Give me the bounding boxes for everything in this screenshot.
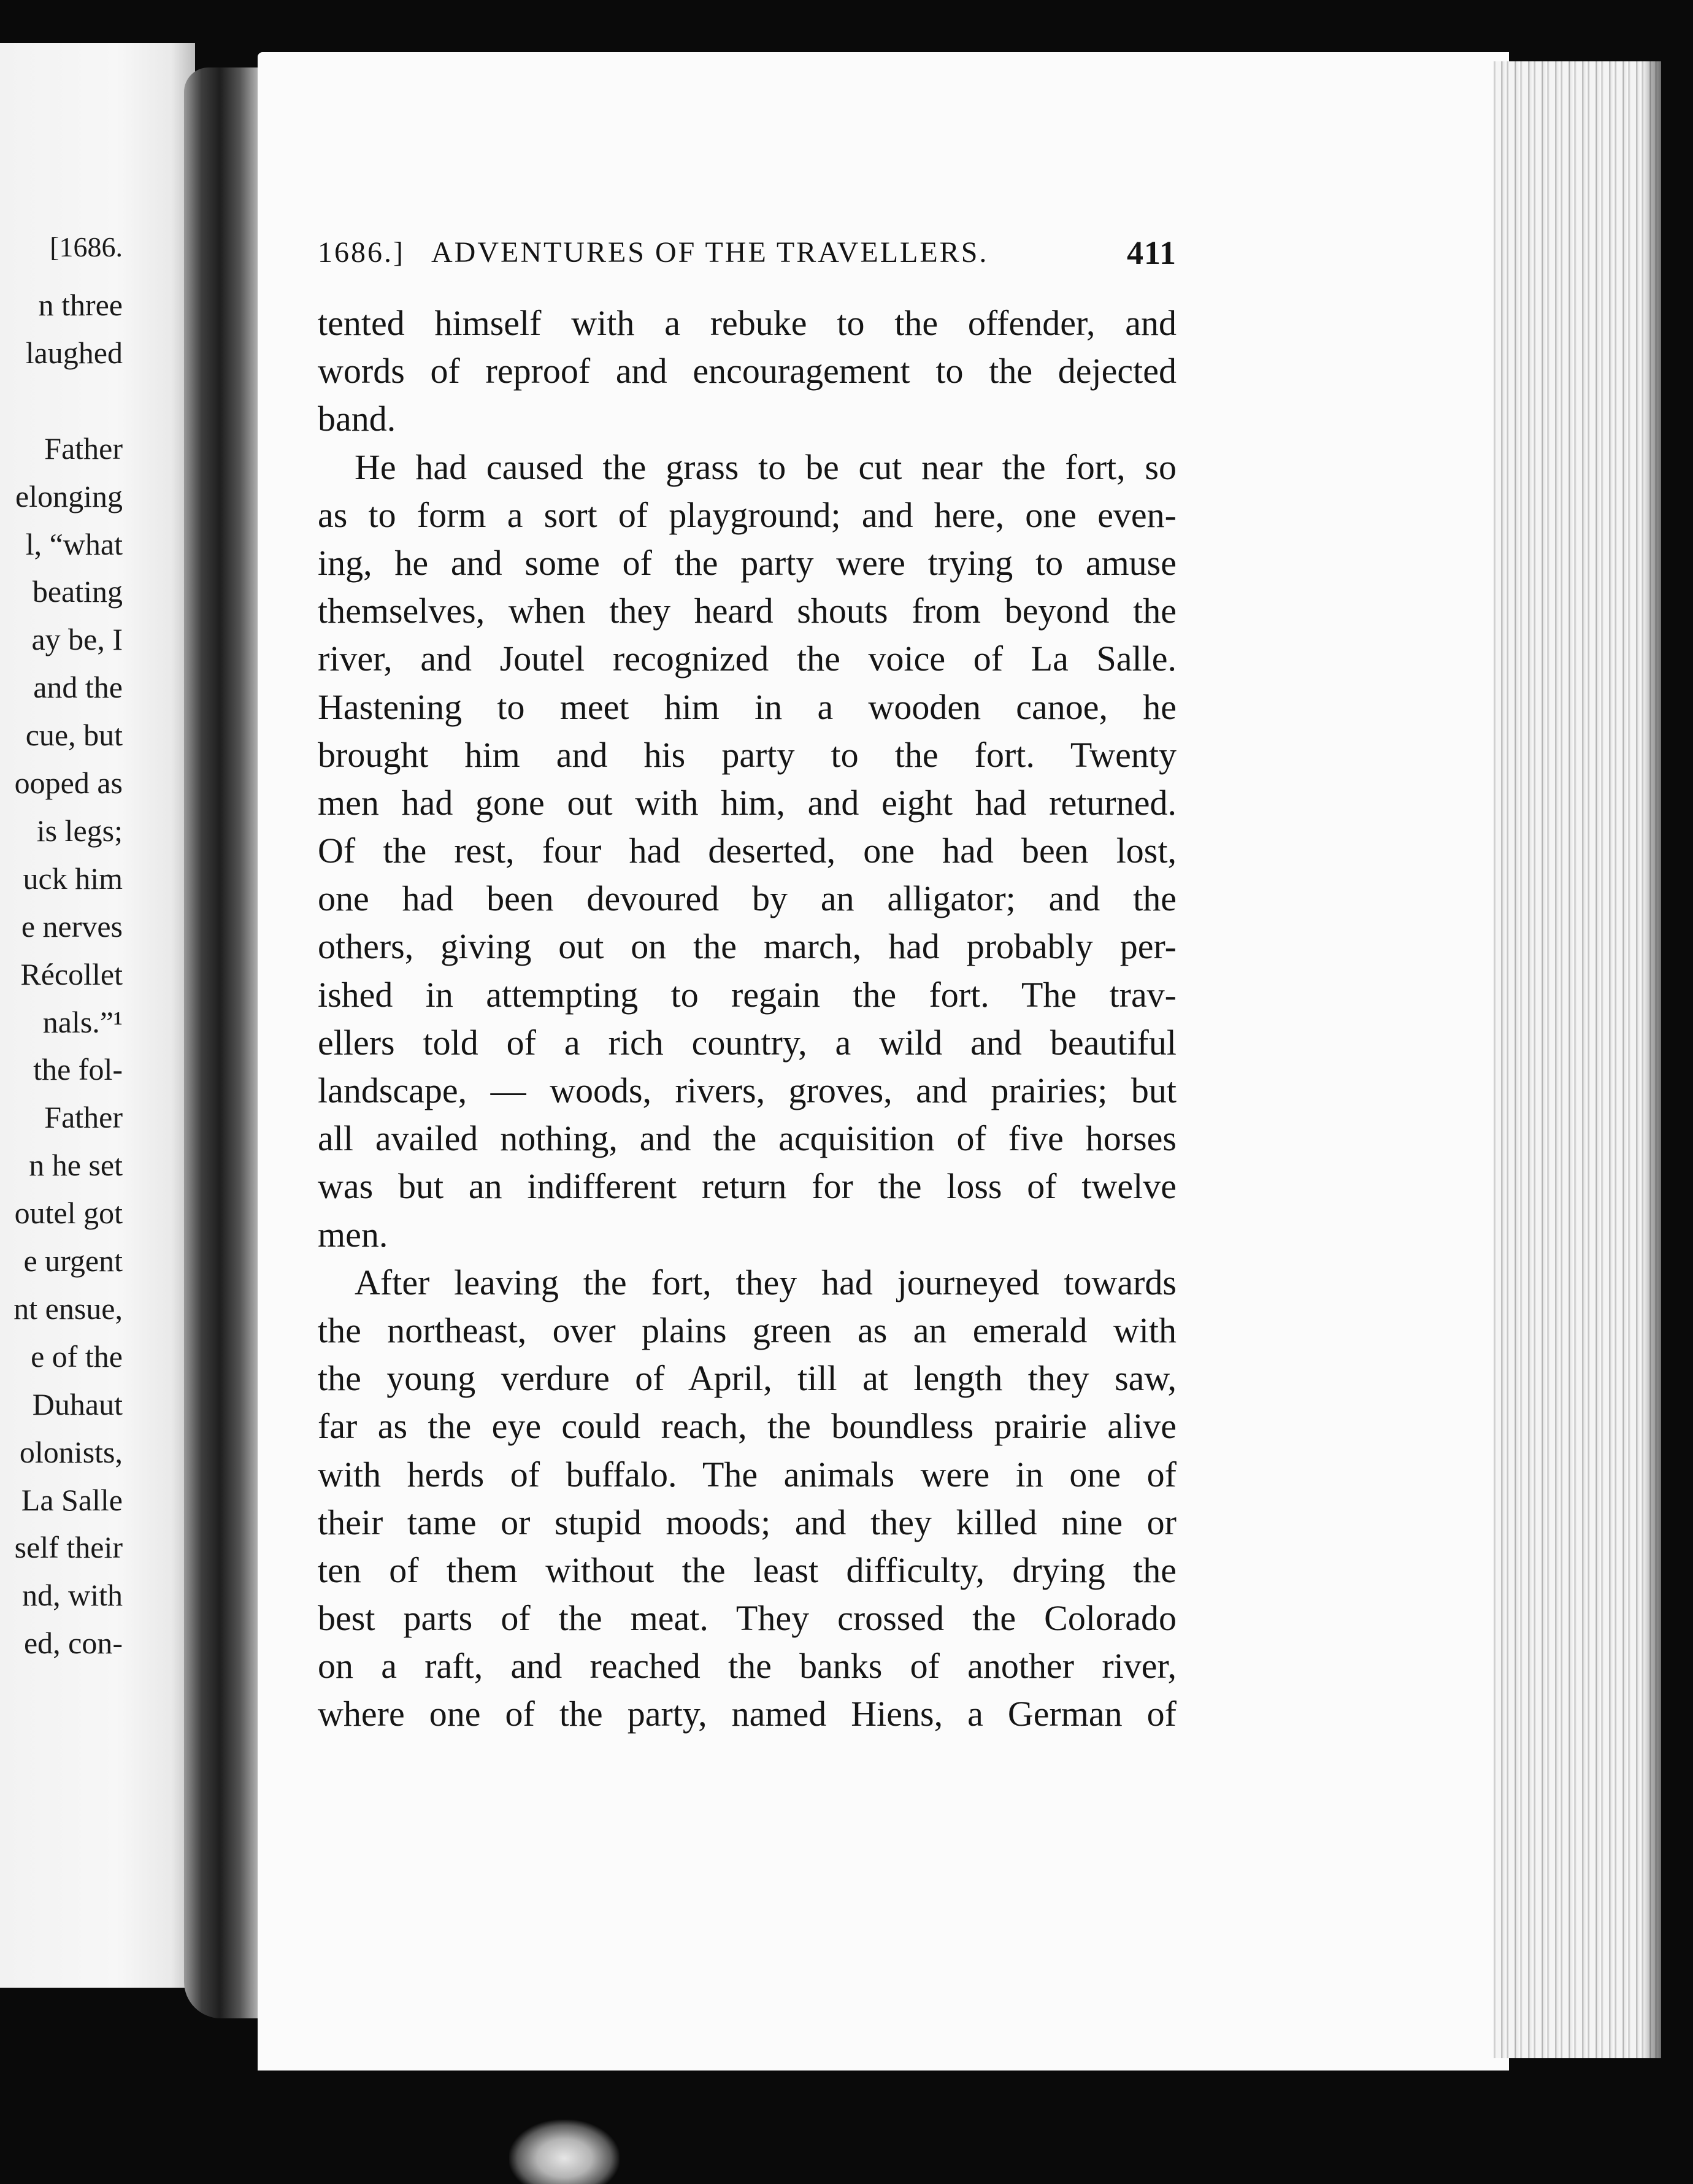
previous-page-line: ooped as [14,766,123,800]
previous-page-line: e nerves [21,909,123,944]
text-line: the northeast, over plains green as an emerald with [318,1310,1177,1350]
previous-page-line: ed, con- [23,1626,123,1661]
page-edges [1494,61,1661,2058]
text-line: where one of the party, named Hiens, a German of [318,1694,1177,1734]
previous-page-fragment [0,43,195,1988]
text-line: best parts of the meat. They crossed the Colorado [318,1598,1177,1639]
text-line: all availed nothing, and the acquisition of five horses [318,1118,1177,1159]
text-line: was but an indifferent return for the loss of twelve [318,1166,1177,1207]
text-line: as to form a sort of playground; and here, one even- [318,494,1177,535]
text-line: men. [318,1214,388,1255]
body-text [318,299,1177,1739]
previous-page-line: beating [32,574,123,609]
previous-page-line: self their [14,1530,123,1565]
previous-page-line: ay be, I [31,622,123,657]
text-line: Hastening to meet him in a wooden canoe, he [318,686,1177,727]
previous-page-line: is legs; [36,813,123,848]
previous-page-line: outel got [14,1196,123,1231]
book-gutter-shadow [184,67,264,2018]
previous-page-line: nt ensue, [13,1291,123,1326]
text-line: brought him and his party to the fort. Twenty [318,734,1177,775]
text-line: landscape, — woods, rivers, groves, and prairies; but [318,1071,1177,1110]
text-line: far as the eye could reach, the boundless prairie alive [318,1406,1177,1447]
previous-page-line: Father [44,1100,123,1135]
running-head [318,233,1177,272]
text-line: one had been devoured by an alligator; and the [318,879,1177,919]
previous-page-line: Father [44,431,123,466]
previous-page-line: the fol- [33,1052,123,1087]
previous-page-line: laughed [25,335,123,370]
previous-page-line: olonists, [19,1434,123,1469]
previous-page-line: cue, but [25,718,123,753]
text-line: words of reproof and encouragement to the dejected [318,351,1177,391]
previous-page-line: La Salle [21,1482,123,1517]
text-line: themselves, when they heard shouts from beyond the [318,591,1177,631]
previous-page-line: uck him [23,861,123,896]
previous-page-header: [1686. [50,231,123,263]
text-line: the young verdure of April, till at length they saw, [318,1358,1177,1399]
running-head-title: ADVENTURES OF THE TRAVELLERS. [431,236,989,269]
previous-page-line: nd, with [22,1578,123,1613]
text-line: others, giving out on the march, had probably per- [318,926,1177,967]
previous-page-line: and the [33,670,123,705]
scan-artifact [509,2120,620,2184]
previous-page-line: elonging [15,479,123,513]
text-line: ten of them without the least difficulty, drying the [318,1550,1177,1590]
text-line: on a raft, and reached the banks of another river, [318,1646,1177,1686]
previous-page-line: n three [38,288,123,322]
running-head-year: 1686.] [318,236,405,269]
previous-page-line: l, “what [25,526,123,561]
text-line: Of the rest, four had deserted, one had been lost, [318,831,1177,871]
text-line: band. [318,399,396,439]
text-line: their tame or stupid moods; and they killed nine or [318,1502,1177,1542]
previous-page-line: Récollet [20,956,123,991]
text-line: ing, he and some of the party were trying to amuse [318,542,1177,583]
text-line: with herds of buffalo. The animals were in one of [318,1454,1177,1494]
page-number: 411 [1126,234,1177,271]
previous-page-line: n he set [29,1148,123,1183]
text-line: ellers told of a rich country, a wild and beautiful [318,1022,1177,1063]
previous-page-line: e of the [31,1339,123,1374]
previous-page-line: Duhaut [32,1386,123,1421]
text-line: After leaving the fort, they had journeyed towards [355,1262,1177,1302]
previous-page-line: nals.”¹ [42,1004,123,1039]
text-line: men had gone out with him, and eight had returned. [318,782,1177,823]
previous-page-line: e urgent [23,1244,123,1278]
text-line: ished in attempting to regain the fort. The trav- [318,974,1177,1015]
text-line: river, and Joutel recognized the voice of La Salle. [318,639,1177,679]
text-line: He had caused the grass to be cut near the fort, so [355,447,1177,487]
text-line: tented himself with a rebuke to the offender, and [318,303,1177,343]
